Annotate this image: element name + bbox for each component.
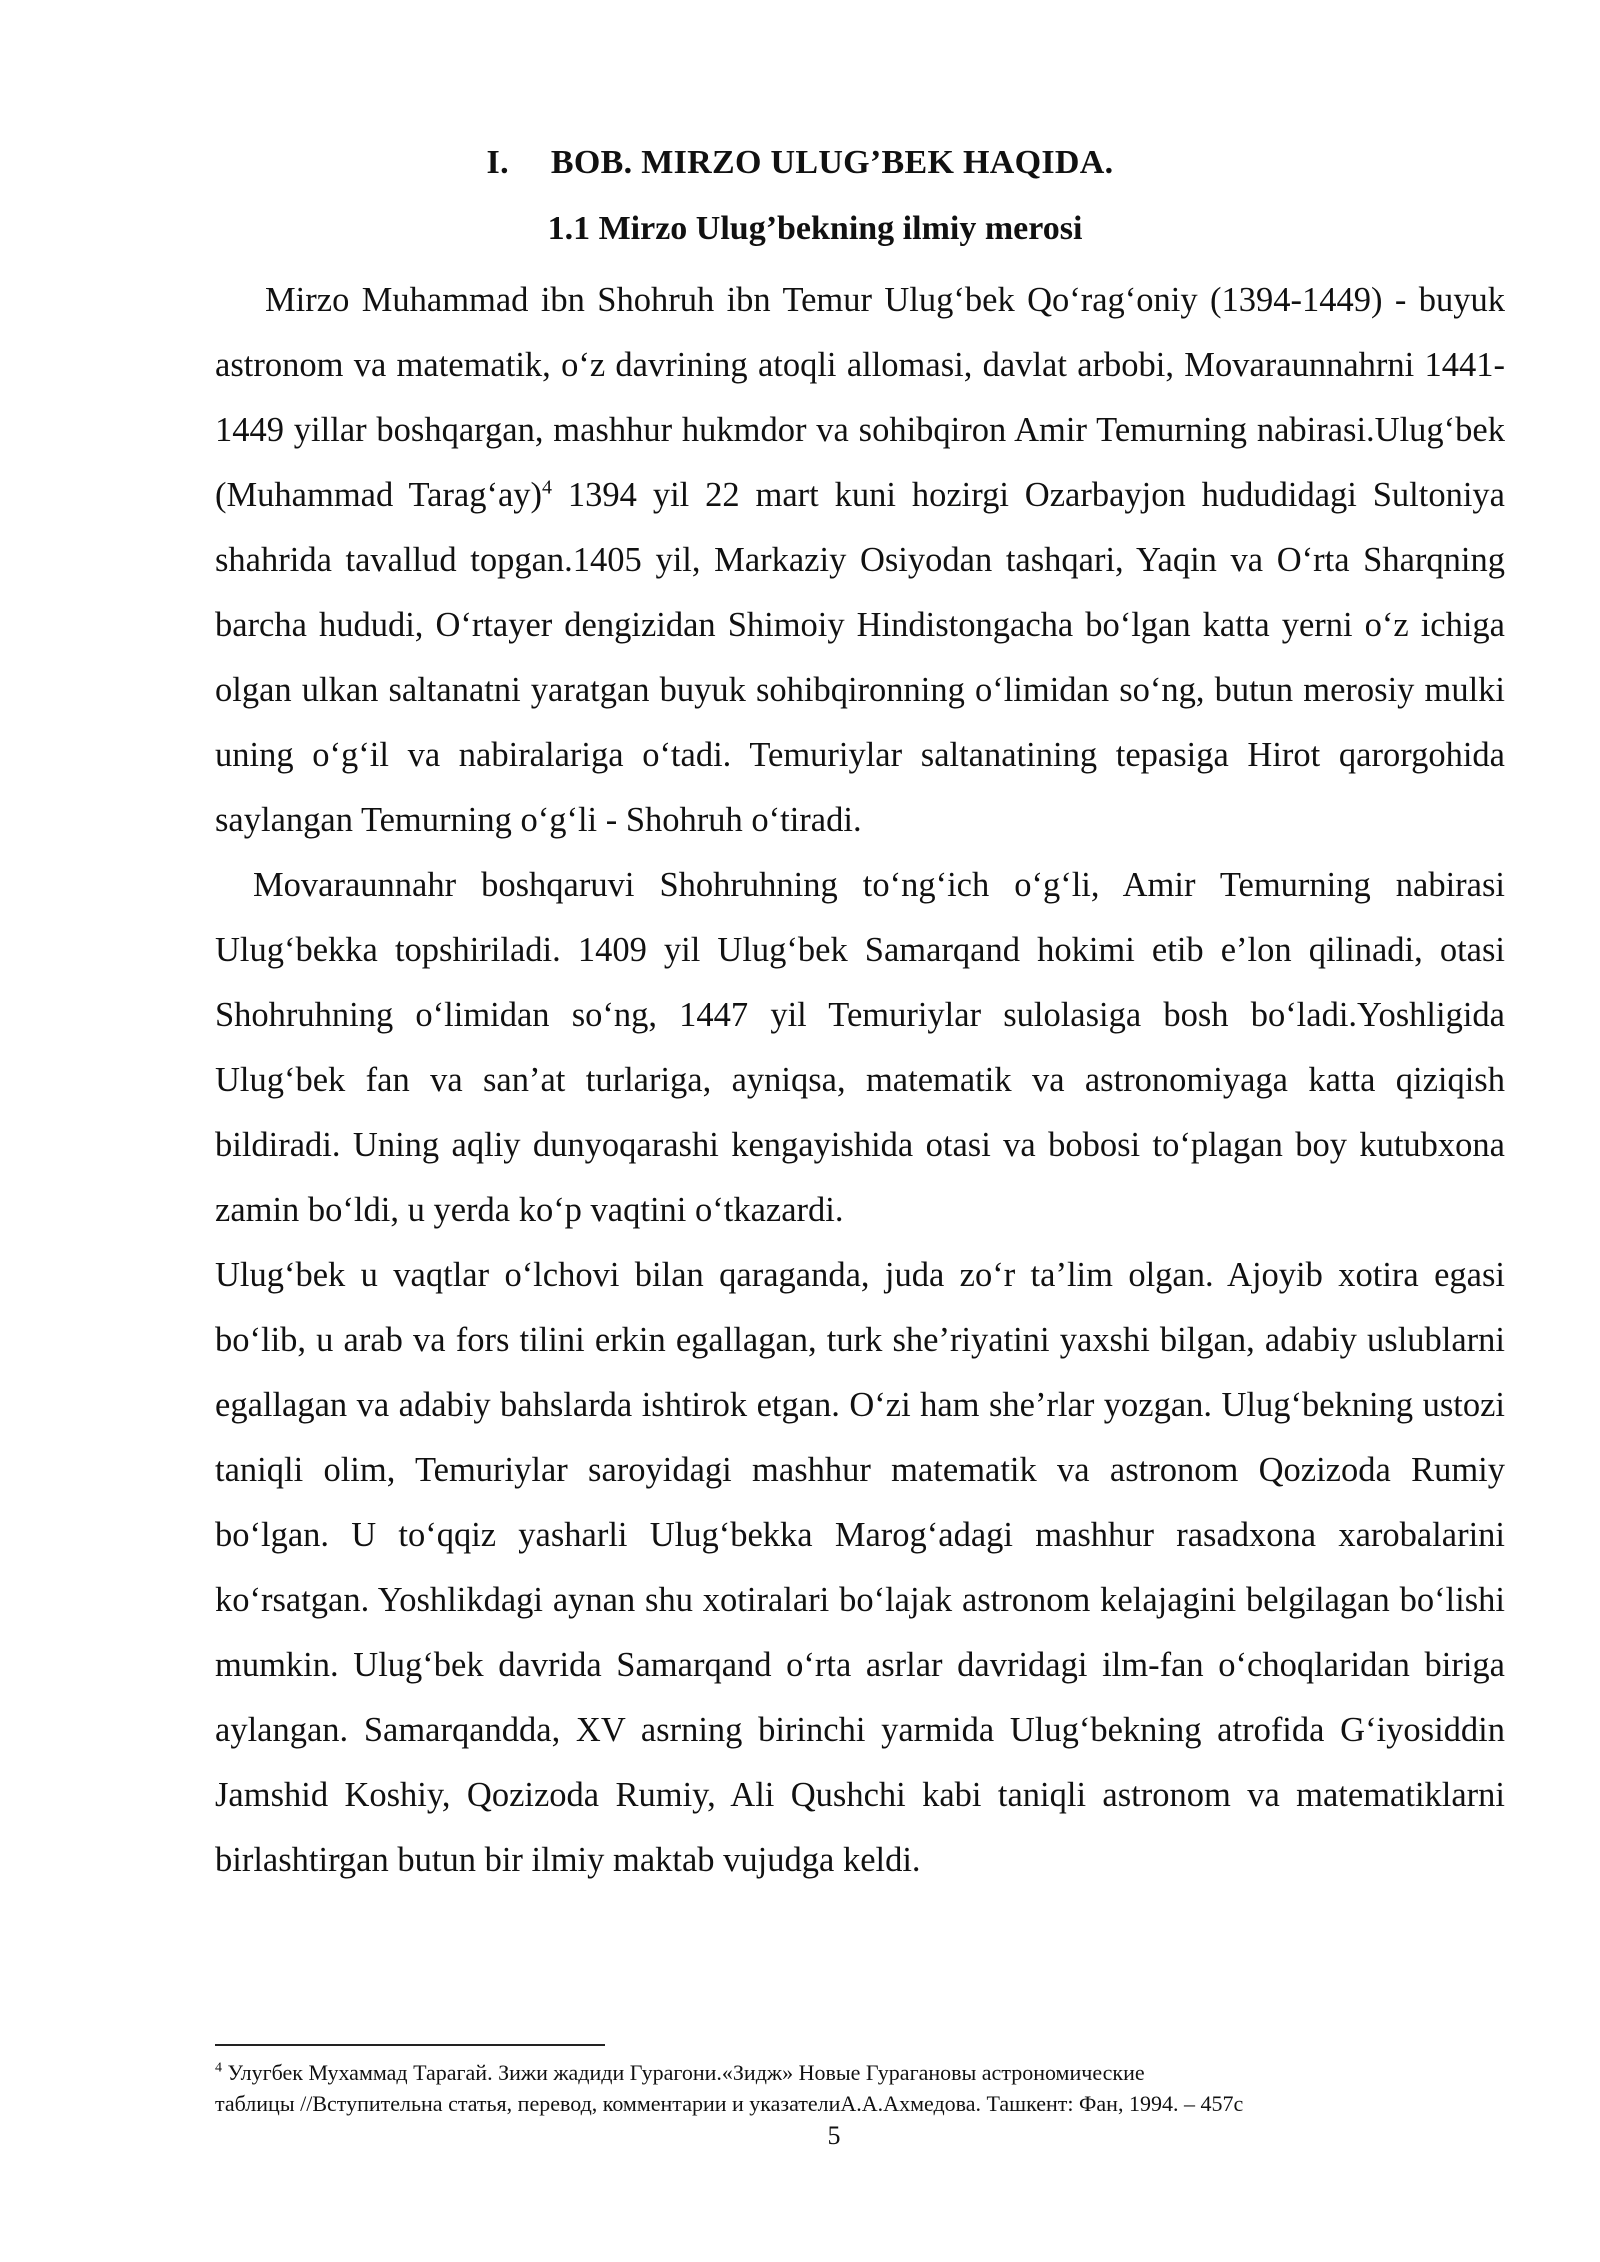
footnote-marker: 4: [215, 2060, 222, 2076]
footnote-reference: 4: [542, 476, 553, 499]
section-heading: 1.1 Mirzo Ulug’bekning ilmiy merosi: [547, 210, 1083, 247]
paragraph-1-text-b: 1394 yil 22 mart kuni hozirgi Ozarbayjon hududidagi Sultoniya shahrida tavallud topgan.1405 yil, Markaziy Osiyodan tashqari, Yaqin va O‘rta Sharqning barcha hududi, O‘rtayer dengizidan Shimoiy Hindistongacha bo‘lgan katta yerni o‘z ichiga olgan ulkan saltanatni yaratgan buyuk sohibqironning o‘limidan so‘ng, butun merosiy mulki uning o‘g‘il va nabiralariga o‘tadi. Temuriylar saltanatining tepasiga Hirot qarorgohida saylangan Temurning o‘g‘li - Shohruh o‘tiradi.: [215, 476, 1505, 839]
paragraph-2: Movaraunnahr boshqaruvi Shohruhning to‘ng‘ich o‘g‘li, Amir Temurning nabirasi Ulug‘bekka topshiriladi. 1409 yil Ulug‘bek Samarqand hokimi etib e’lon qilinadi, otasi Shohruhning o‘limidan so‘ng, 1447 yil Temuriylar sulolasiga bosh bo‘ladi.Yoshligida Ulug‘bek fan va san’at turlariga, ayniqsa, matematik va astronomiyaga katta qiziqish bildiradi. Uning aqliy dunyoqarashi kengayishida otasi va bobosi to‘plagan boy kutubxona zamin bo‘ldi, u yerda ko‘p vaqtini o‘tkazardi.: [215, 866, 1505, 1229]
paragraph-1: [215, 268, 1505, 853]
body-text: [215, 268, 1505, 1893]
chapter-title: BOB. MIRZO ULUG’BEK HAQIDA.: [550, 144, 1114, 181]
page-number: 5: [827, 2121, 841, 2150]
footnote-line-2: таблицы //Вступительна статья, перевод, комментарии и указателиА.А.Ахмедова. Ташкент: Фан, 1994. – 457с: [215, 2091, 1244, 2116]
footnote-separator: [215, 2044, 605, 2046]
paragraph-3: Ulug‘bek u vaqtlar o‘lchovi bilan qaraganda, juda zo‘r ta’lim olgan. Ajoyib xotira egasi bo‘lib, u arab va fors tilini erkin egallagan, turk she’riyatini yaxshi bilgan, adabiy uslublarni egallagan va adabiy bahslarda ishtirok etgan. O‘zi ham she’rlar yozgan. Ulug‘bekning ustozi taniqli olim, Temuriylar saroyidagi mashhur matematik va astronom Qozizoda Rumiy bo‘lgan. U to‘qqiz yasharli Ulug‘bekka Marog‘adagi mashhur rasadxona xarobalarini ko‘rsatgan. Yoshlikdagi aynan shu xotiralari bo‘lajak astronom kelajagini belgilagan bo‘lishi mumkin. Ulug‘bek davrida Samarqand o‘rta asrlar davridagi ilm-fan o‘choqlaridan biriga aylangan. Samarqandda, XV asrning birinchi yarmida Ulug‘bekning atrofida G‘iyosiddin Jamshid Koshiy, Qozizoda Rumiy, Ali Qushchi kabi taniqli astronom va matematiklarni birlashtirgan butun bir ilmiy maktab vujudga keldi.: [215, 1256, 1505, 1879]
footnote-line-1-text: Улугбек Мухаммад Тарагай. Зижи жадиди Гурагони.«Зидж» Новые Гурагановы астрономические: [222, 2060, 1145, 2085]
footnote: [215, 2057, 1515, 2119]
paragraph-1-text-a: Mirzo Muhammad ibn Shohruh ibn Temur Ulug‘bek Qo‘rag‘oniy (1394-1449) - buyuk astronom va matematik, o‘z davrining atoqli allomasi, davlat arbobi, Movaraunnahrni 1441-1449 yillar boshqargan, mashhur hukmdor va sohibqiron Amir Temurning nabirasi.Ulug‘bek (Muhammad Tarag‘ay): [215, 281, 1505, 514]
chapter-heading: [0, 138, 1600, 188]
chapter-number: I.: [486, 144, 509, 181]
footnote-line-1: [215, 2057, 1515, 2088]
